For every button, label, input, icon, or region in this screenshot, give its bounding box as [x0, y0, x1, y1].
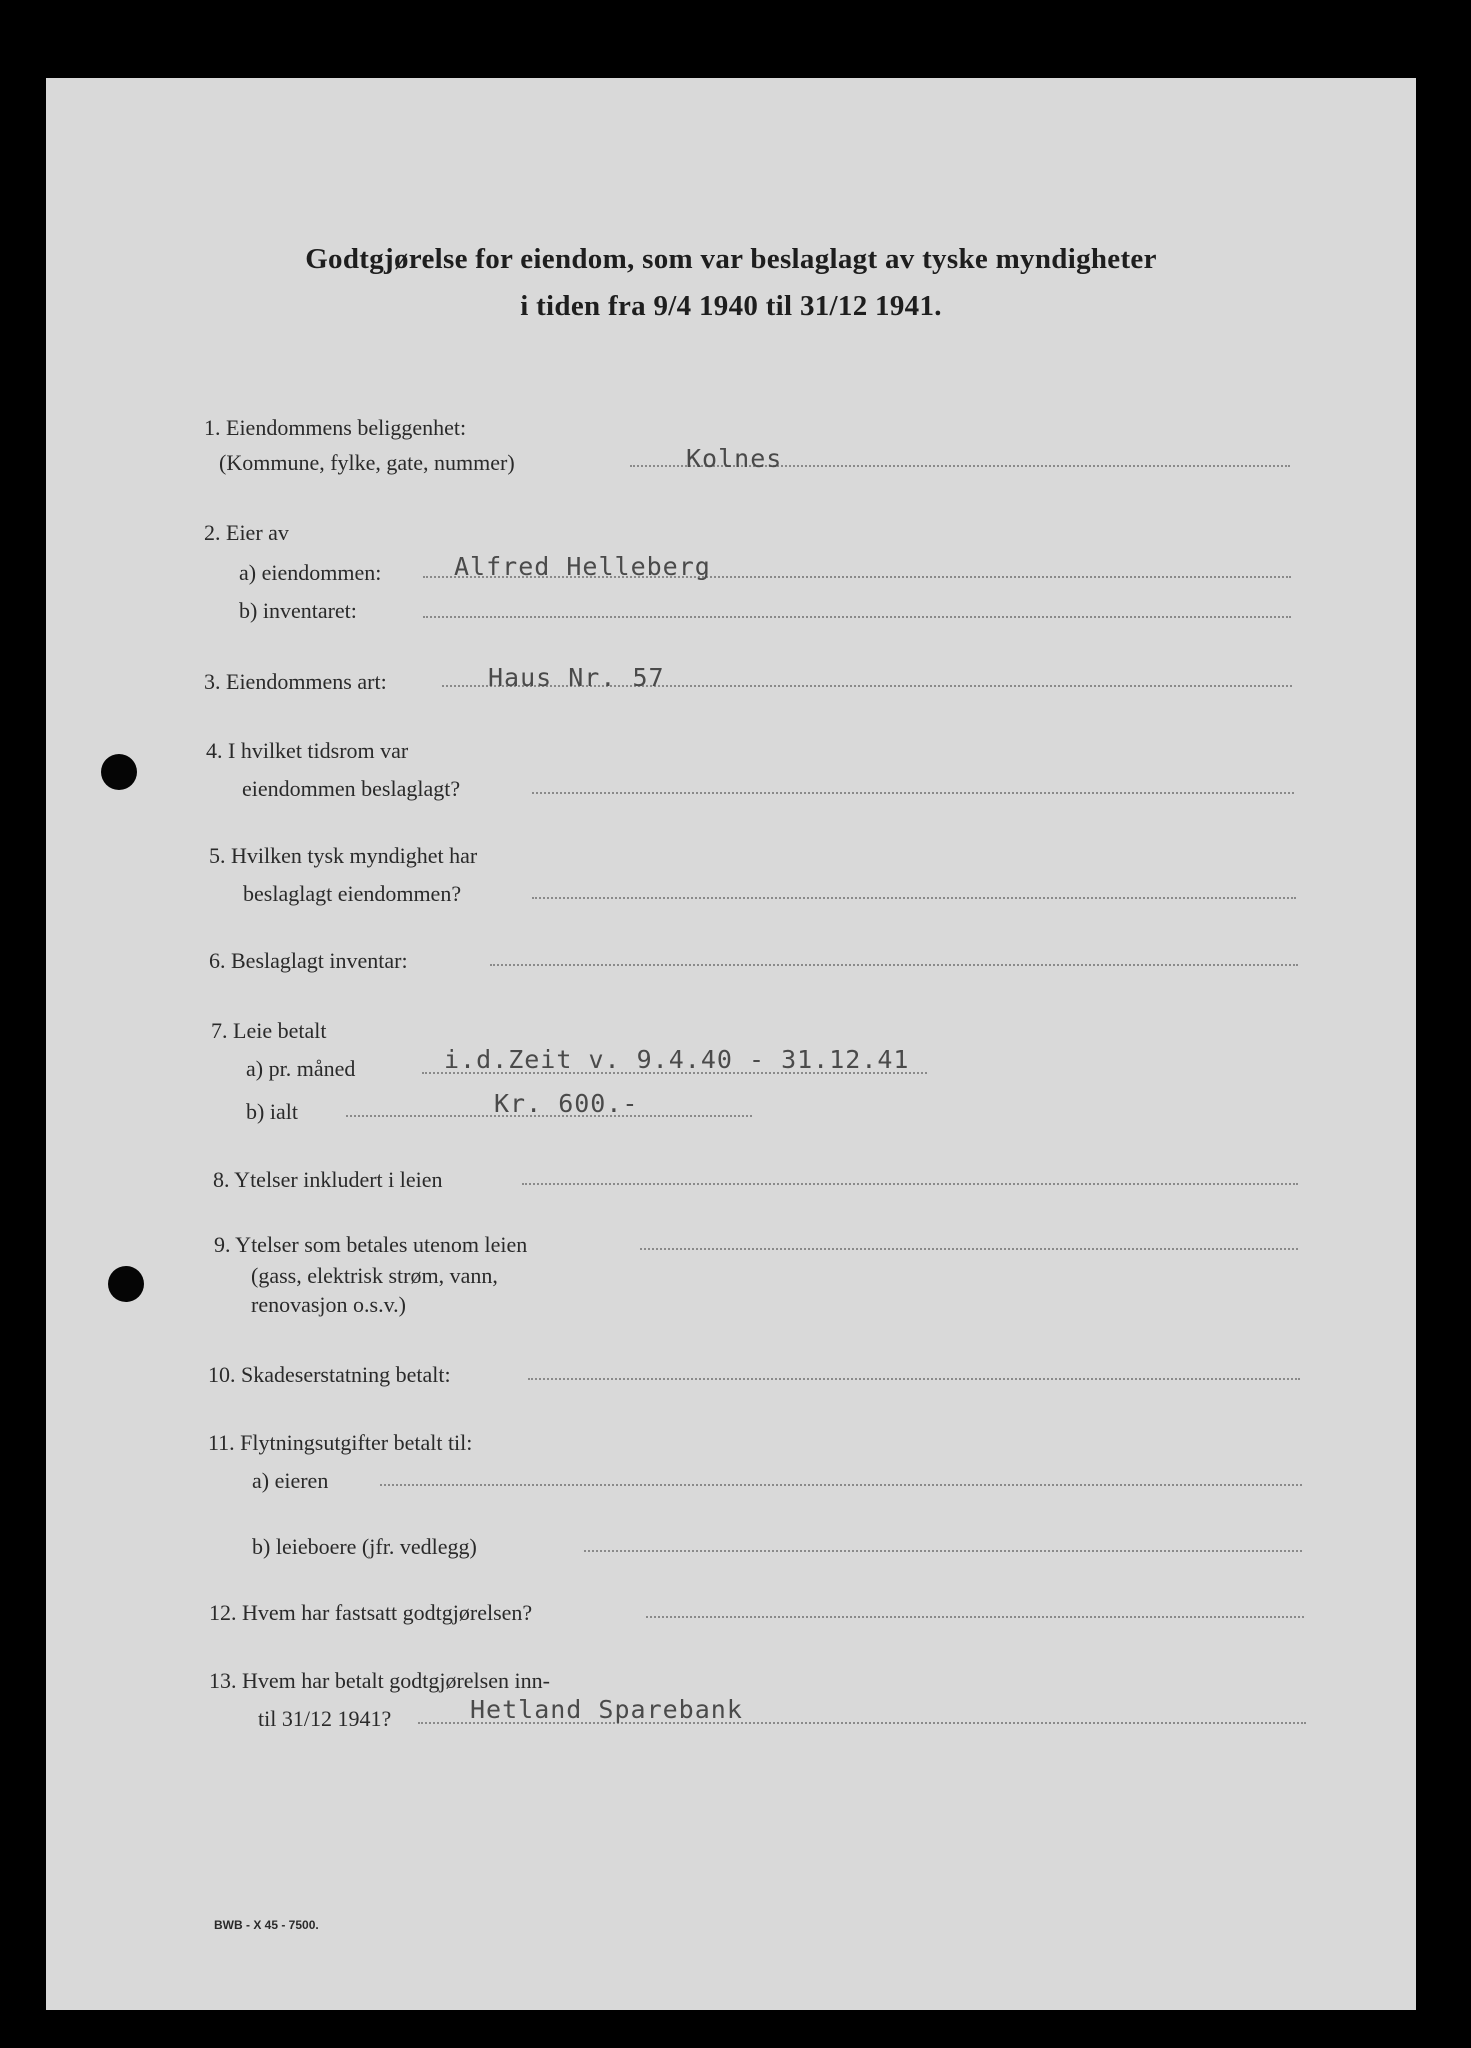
punch-hole-bottom — [108, 1266, 144, 1302]
q11b-label: b) leieboere (jfr. vedlegg) — [252, 1534, 477, 1559]
q1-sub-label: (Kommune, fylke, gate, nummer) — [219, 450, 515, 475]
q7-label: 7. Leie betalt — [211, 1018, 327, 1043]
q4-fill-line — [532, 792, 1294, 794]
form-title-line-2: i tiden fra 9/4 1940 til 31/12 1941. — [520, 290, 942, 322]
q8-label: 8. Ytelser inkludert i leien — [213, 1167, 443, 1192]
q12-fill-line — [646, 1616, 1304, 1618]
q8-fill-line — [522, 1183, 1298, 1185]
q7b-label: b) ialt — [246, 1099, 298, 1124]
q11a-label: a) eieren — [252, 1468, 329, 1493]
q3-label: 3. Eiendommens art: — [204, 669, 387, 694]
q2-label: 2. Eier av — [204, 520, 289, 545]
q1-value: Kolnes — [686, 444, 783, 473]
q13-label: 13. Hvem har betalt godtgjørelsen inn- — [209, 1668, 550, 1693]
q9-sub-label-1: (gass, elektrisk strøm, vann, — [251, 1263, 498, 1288]
q4-label: 4. I hvilket tidsrom var — [206, 738, 409, 763]
q13-sub-label: til 31/12 1941? — [258, 1706, 392, 1731]
q7a-label: a) pr. måned — [246, 1056, 356, 1081]
q11b-fill-line — [584, 1550, 1302, 1552]
q5-fill-line — [532, 897, 1296, 899]
q9-sub-label-2: renovasjon o.s.v.) — [251, 1292, 406, 1317]
form-sheet — [46, 78, 1416, 2010]
q12-label: 12. Hvem har fastsatt godtgjørelsen? — [209, 1600, 533, 1625]
q2a-label: a) eiendommen: — [239, 560, 382, 585]
q9-label: 9. Ytelser som betales utenom leien — [214, 1232, 528, 1257]
q7b-value: Kr. 600.- — [494, 1089, 639, 1118]
q5-label: 5. Hvilken tysk myndighet har — [209, 843, 478, 868]
q6-label: 6. Beslaglagt inventar: — [209, 948, 408, 973]
form-title-line-1: Godtgjørelse for eiendom, som var beslaglagt av tyske myndigheter — [305, 243, 1157, 275]
q11a-fill-line — [380, 1484, 1302, 1486]
q2b-label: b) inventaret: — [239, 598, 357, 623]
q2a-value: Alfred Helleberg — [454, 552, 711, 581]
q5-sub-label: beslaglagt eiendommen? — [243, 881, 462, 906]
punch-hole-top — [101, 754, 137, 790]
q7a-value: i.d.Zeit v. 9.4.40 - 31.12.41 — [444, 1045, 910, 1074]
q10-fill-line — [528, 1378, 1300, 1380]
q9-fill-line — [640, 1248, 1298, 1250]
q11-label: 11. Flytningsutgifter betalt til: — [208, 1430, 473, 1455]
q1-label: 1. Eiendommens beliggenhet: — [204, 415, 467, 440]
q6-fill-line — [490, 964, 1298, 966]
q13-value: Hetland Sparebank — [470, 1695, 743, 1724]
q4-sub-label: eiendommen beslaglagt? — [242, 776, 461, 801]
q3-value: Haus Nr. 57 — [488, 663, 665, 692]
q10-label: 10. Skadeserstatning betalt: — [208, 1362, 451, 1387]
q2b-fill-line — [423, 616, 1291, 618]
form-footer-code: BWB - X 45 - 7500. — [214, 1918, 319, 1932]
